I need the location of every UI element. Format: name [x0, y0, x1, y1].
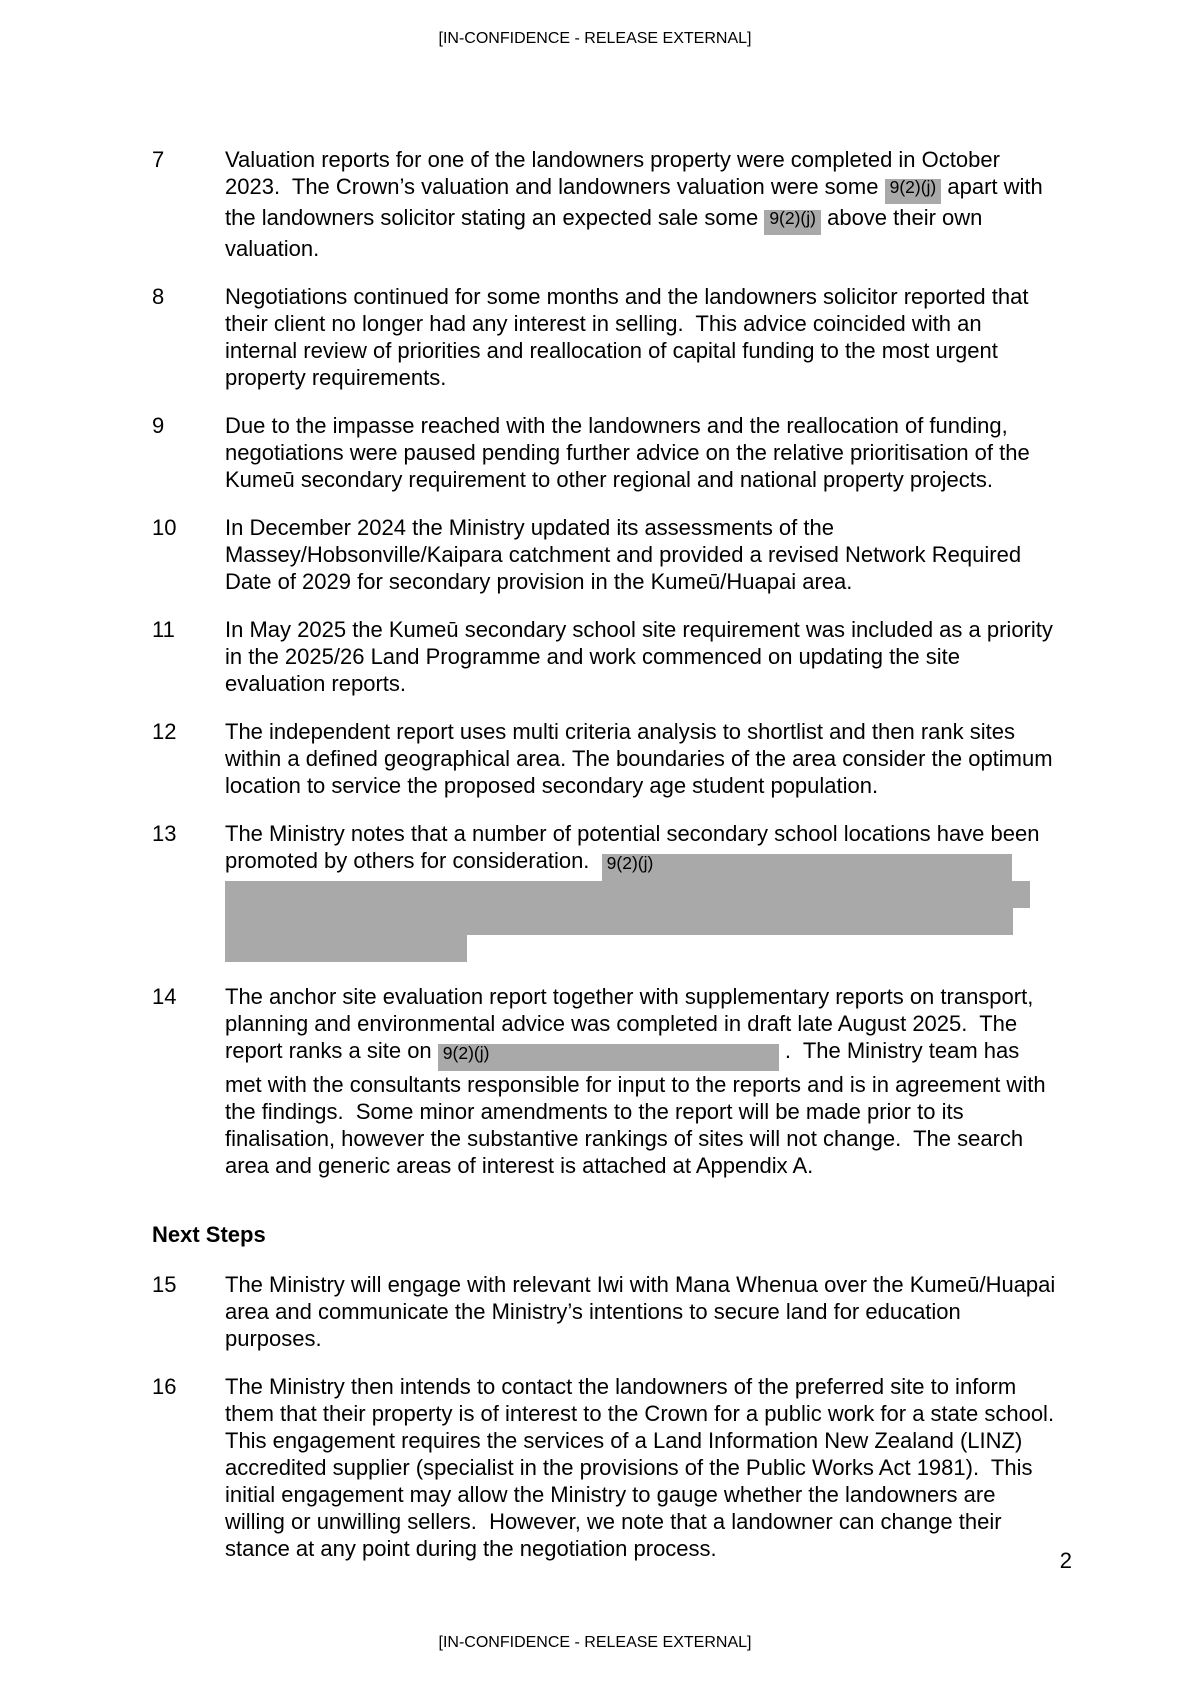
- paragraph-text: Valuation reports for one of the landowners property were completed in October 2023. The Crown’s valuation and landowners valuation were some 9(2)(j) apart with the landowners solicitor stating an expected sale some 9(2)(j) above their own valuation.: [225, 147, 1049, 261]
- paragraph-number: 16: [152, 1374, 177, 1399]
- paragraph-text: The independent report uses multi criteria analysis to shortlist and then rank sites within a defined geographical area. The boundaries of the area consider the optimum location to service the proposed secondary age student population.: [225, 719, 1059, 798]
- section-heading: Next Steps: [152, 1222, 266, 1247]
- redaction-block-row: [225, 881, 1030, 908]
- paragraph-number: 15: [152, 1272, 177, 1297]
- paragraph-number: 9: [152, 413, 165, 438]
- redaction-code-label: 9(2)(j): [769, 208, 816, 228]
- paragraph-number: 8: [152, 284, 165, 309]
- redaction-code-label: 9(2)(j): [606, 853, 654, 873]
- paragraph-text: The Ministry will engage with relevant Iwi with Mana Whenua over the Kumeū/Huapai area and communicate the Ministry’s intentions to secure land for education purposes.: [225, 1272, 1062, 1351]
- paragraph-text: Due to the impasse reached with the landowners and the reallocation of funding, negotiations were paused pending further advice on the relative prioritisation of the Kumeū secondary requirement to other regional and national property projects.: [225, 413, 1036, 492]
- paragraph-10: [152, 514, 1067, 595]
- paragraph-number: 12: [152, 719, 177, 744]
- paragraph-13: [152, 820, 1067, 962]
- document-content: [152, 146, 1067, 1583]
- page-number: 2: [1059, 1548, 1072, 1573]
- redaction-code-label: 9(2)(j): [442, 1043, 490, 1063]
- classification-footer: [IN-CONFIDENCE - RELEASE EXTERNAL]: [438, 1634, 752, 1651]
- paragraph-number: 11: [152, 617, 175, 642]
- redaction-box: [602, 854, 1012, 881]
- redaction-block-row: [225, 908, 1013, 935]
- paragraph-15: [152, 1271, 1067, 1352]
- paragraph-8: [152, 283, 1067, 391]
- paragraph-number: 14: [152, 984, 177, 1009]
- paragraph-14: [152, 983, 1067, 1179]
- paragraph-7: [152, 146, 1067, 262]
- redaction-box: [764, 210, 821, 235]
- paragraph-text: Negotiations continued for some months and the landowners solicitor reported that their client no longer had any interest in selling. This advice coincided with an internal review of priorities and reallocation of capital funding to the most urgent property requirements.: [225, 284, 1035, 390]
- paragraph-text: In December 2024 the Ministry updated its assessments of the Massey/Hobsonville/Kaipara catchment and provided a revised Network Required Date of 2029 for secondary provision in the Kumeū/Huapai area.: [225, 515, 1028, 594]
- paragraph-16: [152, 1373, 1067, 1562]
- redaction-box: [885, 179, 942, 204]
- paragraph-number: 10: [152, 515, 177, 540]
- redaction-code-label: 9(2)(j): [889, 177, 937, 197]
- paragraph-text: The Ministry notes that a number of potential secondary school locations have been promoted by others for consideration. 9(2)(j): [225, 820, 1059, 962]
- paragraph-number: 13: [152, 821, 177, 846]
- redaction-block-row: [225, 935, 467, 962]
- redaction-box: [438, 1044, 779, 1071]
- classification-header: [IN-CONFIDENCE - RELEASE EXTERNAL]: [438, 30, 752, 47]
- paragraph-number: 7: [152, 147, 165, 172]
- paragraph-text: The Ministry then intends to contact the landowners of the preferred site to inform them that their property is of interest to the Crown for a public work for a state school. This engagement requires the services of a Land Information New Zealand (LINZ) accredited supplier (specialist in the provisions of the Public Works Act 1981). This initial engagement may allow the Ministry to gauge whether the landowners are willing or unwilling sellers. However, we note that a landowner can change their stance at any point during the negotiation process.: [225, 1374, 1066, 1561]
- paragraph-text: In May 2025 the Kumeū secondary school site requirement was included as a priority in the 2025/26 Land Programme and work commenced on updating the site evaluation reports.: [225, 617, 1060, 696]
- paragraph-text: The anchor site evaluation report together with supplementary reports on transport, planning and environmental advice was completed in draft late August 2025. The report ranks a site on 9(2)(j) . The Ministry team has met with the consultants responsible for input to the reports and is in agreement with the findings. Some minor amendments to the report will be made prior to its finalisation, however the substantive rankings of sites will not change. The search area and generic areas of interest is attached at Appendix A.: [225, 984, 1052, 1178]
- paragraph-11: [152, 616, 1067, 697]
- paragraph-12: [152, 718, 1067, 799]
- paragraph-9: [152, 412, 1067, 493]
